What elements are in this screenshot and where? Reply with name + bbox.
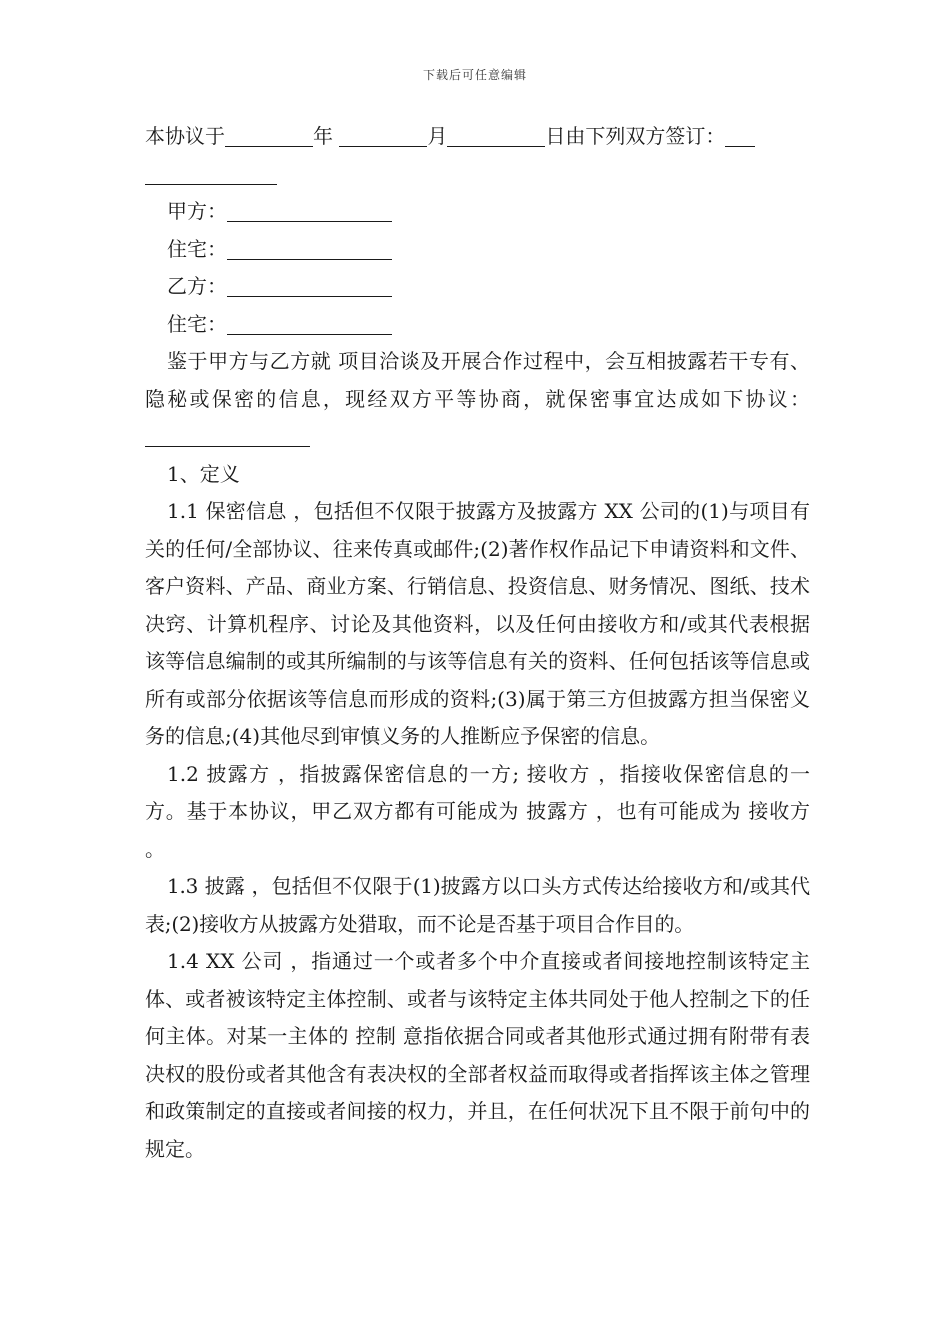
party-a-blank xyxy=(227,197,392,222)
party-a-address-line xyxy=(145,231,810,269)
clause-1-4: 1.4 XX 公司 ，指通过一个或者多个中介直接或者间接地控制该特定主体、或者被该特定主体控制、或者与该特定主体共同处于他人控制之下的任何主体。对某一主体的 控制 意指依据合同或者其他形式通过拥有附带有表决权的股份或者其他含有表决权的全部者权益而取得或者指挥该主体之管理和政策制定的直接或者间接的权力，并且，在任何状况下且不限于前句中的规定。 xyxy=(145,949,810,1161)
intro-month: 月 xyxy=(427,124,448,148)
party-b-line xyxy=(145,268,810,306)
party-b-blank xyxy=(227,272,392,297)
section-1-title: 1、定义 xyxy=(167,461,240,486)
signing-blank-continued xyxy=(145,160,277,185)
intro-day-suffix: 日由下列双方签订： xyxy=(545,124,726,148)
month-blank xyxy=(339,122,427,147)
signing-blank xyxy=(725,122,755,147)
page-header: 下载后可任意编辑 xyxy=(422,68,527,82)
preamble-text: 鉴于甲方与乙方就 项目洽谈及开展合作过程中，会互相披露若干专有、隐秘或保密的信息，现经双方平等协商，就保密事宜达成如下协议： xyxy=(145,349,810,411)
preamble-blank xyxy=(145,422,310,447)
year-blank xyxy=(225,122,313,147)
intro-prefix: 本协议于 xyxy=(145,124,225,148)
day-blank xyxy=(447,122,545,147)
intro-line xyxy=(145,118,810,156)
preamble-paragraph xyxy=(145,343,810,456)
clause-1-3: 1.3 披露 ，包括但不仅限于(1)披露方以口头方式传达给接收方和/或其代表;(2)接收方从披露方处猎取，而不论是否基于项目合作目的。 xyxy=(145,874,810,936)
party-b-address-label: 住宅： xyxy=(167,311,227,336)
party-a-line xyxy=(145,193,810,231)
party-b-address-line xyxy=(145,306,810,344)
intro-year: 年 xyxy=(313,124,333,148)
document-body xyxy=(145,118,810,1168)
party-a-address-blank xyxy=(227,235,392,260)
party-a-label: 甲方： xyxy=(167,199,227,223)
party-b-label: 乙方： xyxy=(167,274,227,298)
party-a-address-label: 住宅： xyxy=(167,236,227,261)
clause-1-1: 1.1 保密信息 ，包括但不仅限于披露方及披露方 XX 公司的(1)与项目有关的任何/全部协议、往来传真或邮件;(2)著作权作品记下申请资料和文件、客户资料、产品、商业方案、行销信息、投资信息、财务情况、图纸、技术决窍、计算机程序、讨论及其他资料，以及任何由接收方和/或其代表根据该等信息编制的或其所编制的与该等信息有关的资料、任何包括该等信息或所有或部分依据该等信息而形成的资料;(3)属于第三方但披露方担当保密义务的信息;(4)其他尽到审慎义务的人推断应予保密的信息。 xyxy=(145,499,810,748)
party-b-address-blank xyxy=(227,310,392,335)
clause-1-2: 1.2 披露方 ，指披露保密信息的一方; 接收方 ，指接收保密信息的一方。基于本协议，甲乙双方都有可能成为 披露方 ，也有可能成为 接收方 。 xyxy=(145,761,810,861)
intro-line-continued xyxy=(145,156,810,194)
